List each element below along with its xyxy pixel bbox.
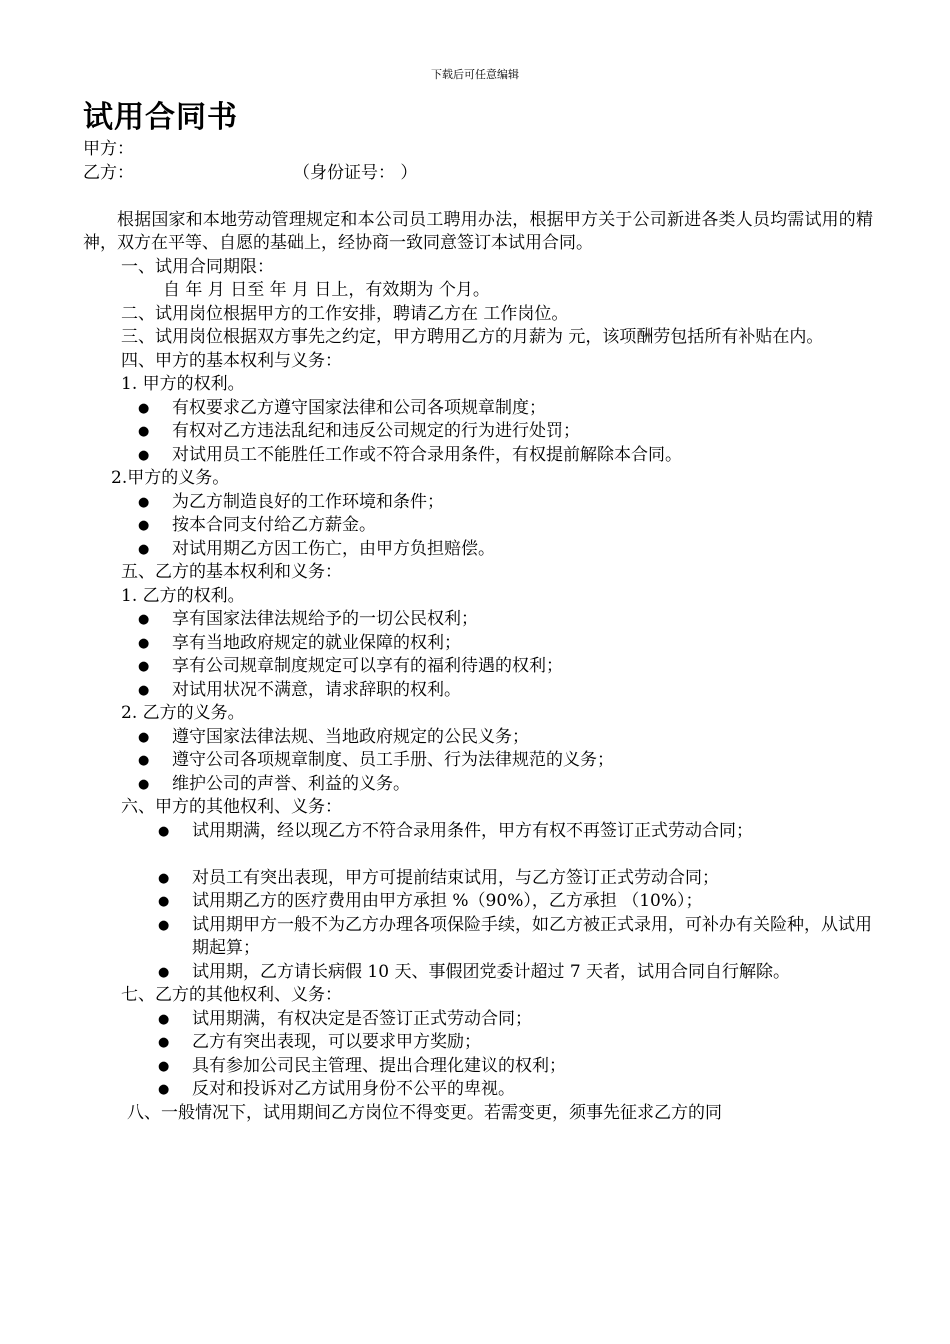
list-item: ● 维护公司的声誉、利益的义务。 — [83, 773, 873, 797]
party-b-label: 乙方： — [83, 162, 134, 183]
section-3: 三、试用岗位根据双方事先之约定，甲方聘用乙方的月薪为 元，该项酬劳包括所有补贴在内。 — [121, 327, 824, 347]
section-6-list — [83, 820, 873, 985]
list-item: ● 乙方有突出表现，可以要求甲方奖励； — [83, 1031, 873, 1055]
list-item: ● 具有参加公司民主管理、提出合理化建议的权利； — [83, 1055, 873, 1079]
list-item: ● 对员工有突出表现，甲方可提前结束试用，与乙方签订正式劳动合同； — [83, 867, 873, 891]
section-5-heading: 五、乙方的基本权利和义务： — [121, 562, 342, 582]
section-4-2-heading: 2.甲方的义务。 — [111, 468, 230, 488]
section-1-heading: 一、试用合同期限： — [121, 256, 274, 277]
list-item: ● 有权要求乙方遵守国家法律和公司各项规章制度； — [83, 397, 873, 421]
list-item: ● 享有国家法律法规给予的一切公民权利； — [83, 608, 873, 632]
section-1-period: 自 年 月 日至 年 月 日上，有效期为 个月。 — [163, 280, 490, 300]
section-7-heading: 七、乙方的其他权利、义务： — [121, 985, 342, 1005]
list-item: ● 试用期满，经以现乙方不符合录用条件，甲方有权不再签订正式劳动合同； — [83, 820, 873, 844]
section-5-1-heading: 1. 乙方的权利。 — [121, 585, 245, 606]
section-5-1-list — [83, 608, 873, 702]
list-item: ● 遵守公司各项规章制度、员工手册、行为法律规范的义务； — [83, 749, 873, 773]
id-number-label: （身份证号： ） — [293, 162, 418, 183]
section-8: 八、一般情况下，试用期间乙方岗位不得变更。若需变更，须事先征求乙方的同 — [127, 1102, 722, 1123]
page-header: 下载后可任意编辑 — [431, 68, 519, 81]
party-a-label: 甲方： — [83, 139, 134, 159]
section-5-2-heading: 2. 乙方的义务。 — [121, 703, 245, 723]
section-7-list — [83, 1008, 873, 1102]
list-item: ● 享有当地政府规定的就业保障的权利； — [83, 632, 873, 656]
list-item: ● 试用期满，有权决定是否签订正式劳动合同； — [83, 1008, 873, 1032]
list-item: ● 有权对乙方违法乱纪和违反公司规定的行为进行处罚； — [83, 420, 873, 444]
document-title: 试用合同书 — [83, 100, 238, 135]
list-item: ● 反对和投诉对乙方试用身份不公平的卑视。 — [83, 1078, 873, 1102]
section-2: 二、试用岗位根据甲方的工作安排，聘请乙方在 工作岗位。 — [121, 303, 569, 324]
section-4-2-list — [83, 491, 873, 562]
list-item: ● 遵守国家法律法规、当地政府规定的公民义务； — [83, 726, 873, 750]
list-item: ● 为乙方制造良好的工作环境和条件； — [83, 491, 873, 515]
party-b-row — [83, 162, 873, 186]
list-item: ● 对试用员工不能胜任工作或不符合录用条件，有权提前解除本合同。 — [83, 444, 873, 468]
list-item: ● 对试用期乙方因工伤亡，由甲方负担赔偿。 — [83, 538, 873, 562]
section-5-2-list — [83, 726, 873, 797]
list-item: ● 试用期乙方的医疗费用由甲方承担 %（90%），乙方承担 （10%）； — [83, 890, 873, 914]
section-4-1-list — [83, 397, 873, 468]
list-item: ● 试用期，乙方请长病假 10 天、事假团党委计超过 7 天者，试用合同自行解除。 — [83, 961, 873, 985]
section-6-heading: 六、甲方的其他权利、义务： — [121, 797, 342, 817]
intro-paragraph: 根据国家和本地劳动管理规定和本公司员工聘用办法，根据甲方关于公司新进各类人员均需试用的精神，双方在平等、自愿的基础上，经协商一致同意签订本试用合同。 — [83, 209, 873, 253]
list-item: ● 试用期甲方一般不为乙方办理各项保险手续，如乙方被正式录用，可补办有关险种，从试用期起算； — [83, 914, 873, 961]
list-item: ● 享有公司规章制度规定可以享有的福利待遇的权利； — [83, 655, 873, 679]
section-4-1-heading: 1. 甲方的权利。 — [121, 374, 245, 394]
spacer — [83, 185, 873, 209]
list-item: ● 按本合同支付给乙方薪金。 — [83, 514, 873, 538]
section-4-heading: 四、甲方的基本权利与义务： — [121, 350, 342, 371]
contract-body — [83, 138, 873, 1125]
list-item: ● 对试用状况不满意，请求辞职的权利。 — [83, 679, 873, 703]
